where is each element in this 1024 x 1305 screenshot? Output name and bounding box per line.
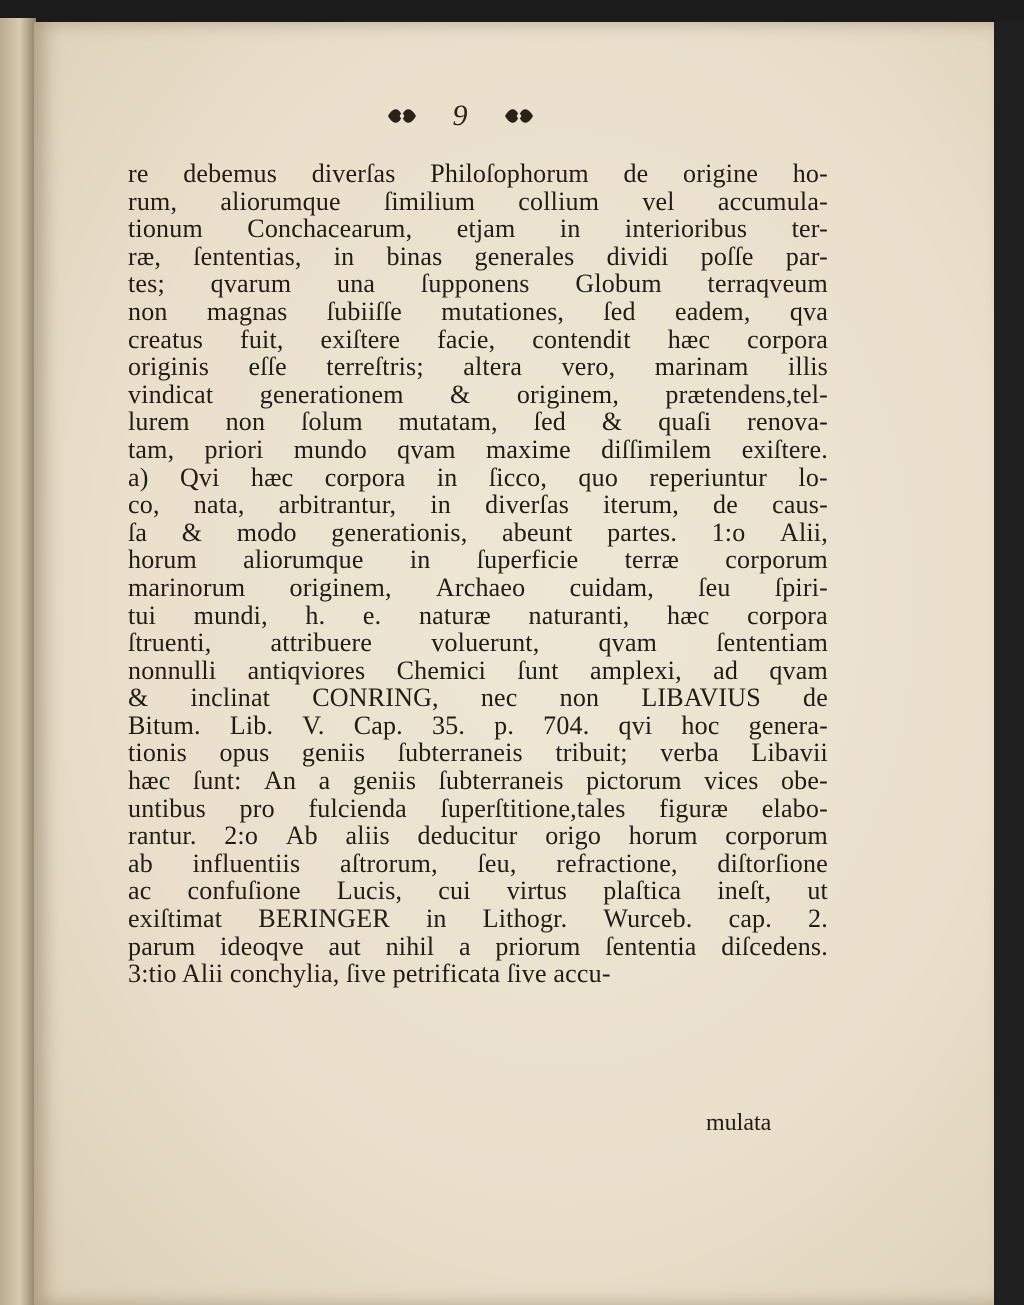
text-line: rantur. 2:o Ab aliis deducitur origo horum corporum	[128, 821, 828, 851]
text-line: tionis opus geniis ſubterraneis tribuit; verba Libavii	[128, 738, 828, 768]
page-header	[340, 96, 580, 136]
text-line: ſtruenti, attribuere voluerunt, qvam ſententiam	[128, 628, 828, 658]
text-line: ſa & modo generationis, abeunt partes. 1:o Alii,	[128, 517, 828, 547]
text-line: tes; qvarum una ſupponens Globum terraqveum	[128, 269, 828, 299]
text-line: lurem non ſolum mutatam, ſed & quaſi renova-	[128, 407, 828, 437]
body-text	[128, 160, 828, 988]
text-line: rum, aliorumque ſimilium collium vel accumula-	[128, 186, 828, 216]
text-line: hæc ſunt: An a geniis ſubterraneis pictorum vices obe-	[128, 766, 828, 796]
text-line: Bitum. Lib. V. Cap. 35. p. 704. qvi hoc genera-	[128, 710, 828, 740]
text-line: exiſtimat BERINGER in Lithogr. Wurceb. cap. 2.	[128, 904, 828, 934]
text-line: horum aliorumque in ſuperficie terræ corporum	[128, 545, 828, 575]
fleuron-ornament-icon	[502, 105, 536, 127]
text-line: a) Qvi hæc corpora in ſicco, quo reperiuntur lo-	[128, 462, 828, 492]
text-line: non magnas ſubiiſſe mutationes, ſed eadem, qva	[128, 296, 828, 326]
text-line: creatus fuit, exiſtere facie, contendit hæc corpora	[128, 324, 828, 354]
text-line: ab influentiis aſtrorum, ſeu, refractione, diſtorſione	[128, 848, 828, 878]
page-number: 9	[452, 99, 468, 132]
text-line: ac confuſione Lucis, cui virtus plaſtica ineſt, ut	[128, 876, 828, 906]
text-line: vindicat generationem & originem, prætendens,tel-	[128, 379, 828, 409]
text-line: untibus pro fulcienda ſuperſtitione,tales figuræ elabo-	[128, 793, 828, 823]
previous-page-edge	[0, 18, 36, 1305]
text-line: tui mundi, h. e. naturæ naturanti, hæc corpora	[128, 600, 828, 630]
text-line: tionum Conchacearum, etjam in interioribus ter-	[128, 214, 828, 244]
text-line: re debemus diverſas Philoſophorum de origine ho-	[128, 159, 828, 188]
text-line: 3:tio Alii conchylia, ſive petrificata ſive accu-	[128, 959, 611, 989]
text-line: originis eſſe terreſtris; altera vero, marinam illis	[128, 352, 828, 382]
text-line: nonnulli antiqviores Chemici ſunt amplexi, ad qvam	[128, 655, 828, 685]
text-line: parum ideoqve aut nihil a priorum ſententia diſcedens.	[128, 931, 828, 961]
right-dark-border	[994, 22, 1024, 1305]
text-line: & inclinat CONRING, nec non LIBAVIUS de	[128, 683, 828, 713]
text-line: tam, priori mundo qvam maxime diſſimilem exiſtere.	[128, 434, 828, 464]
fleuron-ornament-icon	[385, 105, 419, 127]
catchword: mulata	[706, 1110, 772, 1136]
text-line: ræ, ſententias, in binas generales dividi poſſe par-	[128, 241, 828, 271]
text-line: marinorum originem, Archaeo cuidam, ſeu ſpiri-	[128, 572, 828, 602]
text-line: co, nata, arbitrantur, in diverſas iterum, de caus-	[128, 490, 828, 520]
